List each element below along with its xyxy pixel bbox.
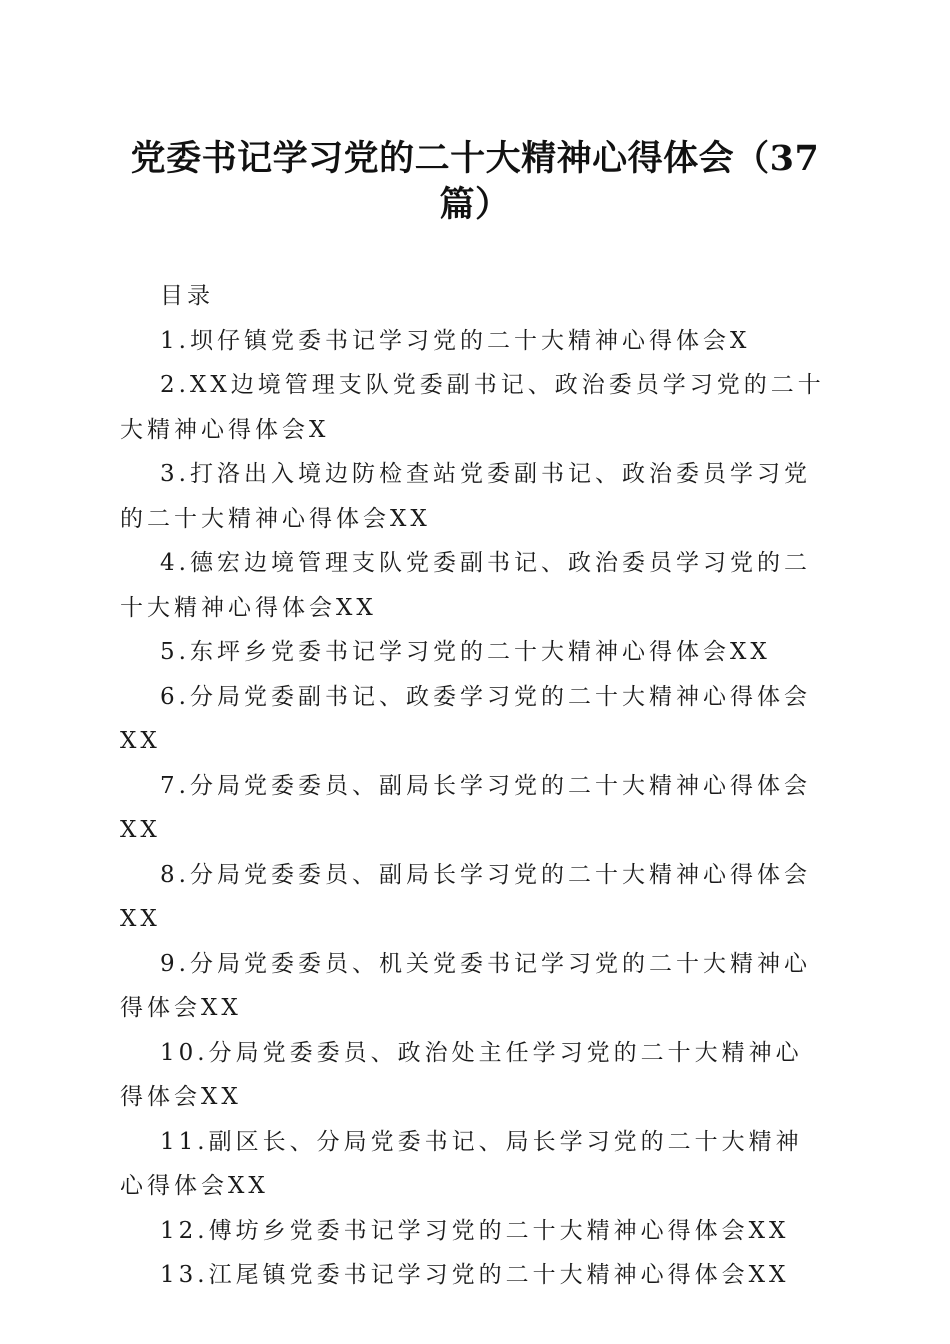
toc-heading: 目录	[160, 283, 214, 309]
table-of-contents	[120, 274, 825, 1298]
toc-item: 8.分局党委委员、副局长学习党的二十大精神心得体会XX	[120, 861, 811, 932]
toc-item: 6.分局党委副书记、政委学习党的二十大精神心得体会XX	[120, 683, 811, 754]
toc-item: 9.分局党委委员、机关党委书记学习党的二十大精神心得体会XX	[120, 950, 811, 1021]
document-title: 党委书记学习党的二十大精神心得体会（37篇）	[130, 138, 820, 225]
toc-item: 5.东坪乡党委书记学习党的二十大精神心得体会XX	[160, 639, 771, 665]
toc-item: 7.分局党委委员、副局长学习党的二十大精神心得体会XX	[120, 772, 811, 843]
toc-item: 3.打洛出入境边防检查站党委副书记、政治委员学习党的二十大精神心得体会XX	[120, 461, 811, 532]
toc-item: 13.江尾镇党委书记学习党的二十大精神心得体会XX	[160, 1262, 790, 1288]
toc-item: 12.傅坊乡党委书记学习党的二十大精神心得体会XX	[160, 1217, 790, 1244]
toc-item: 11.副区长、分局党委书记、局长学习党的二十大精神心得体会XX	[120, 1128, 803, 1199]
toc-item: 10.分局党委委员、政治处主任学习党的二十大精神心得体会XX	[120, 1039, 803, 1110]
toc-item: 4.德宏边境管理支队党委副书记、政治委员学习党的二十大精神心得体会XX	[120, 550, 811, 621]
toc-list	[120, 319, 825, 1298]
toc-item: 2.XX边境管理支队党委副书记、政治委员学习党的二十大精神心得体会X	[120, 372, 825, 443]
toc-item: 1.坝仔镇党委书记学习党的二十大精神心得体会X	[160, 327, 751, 354]
